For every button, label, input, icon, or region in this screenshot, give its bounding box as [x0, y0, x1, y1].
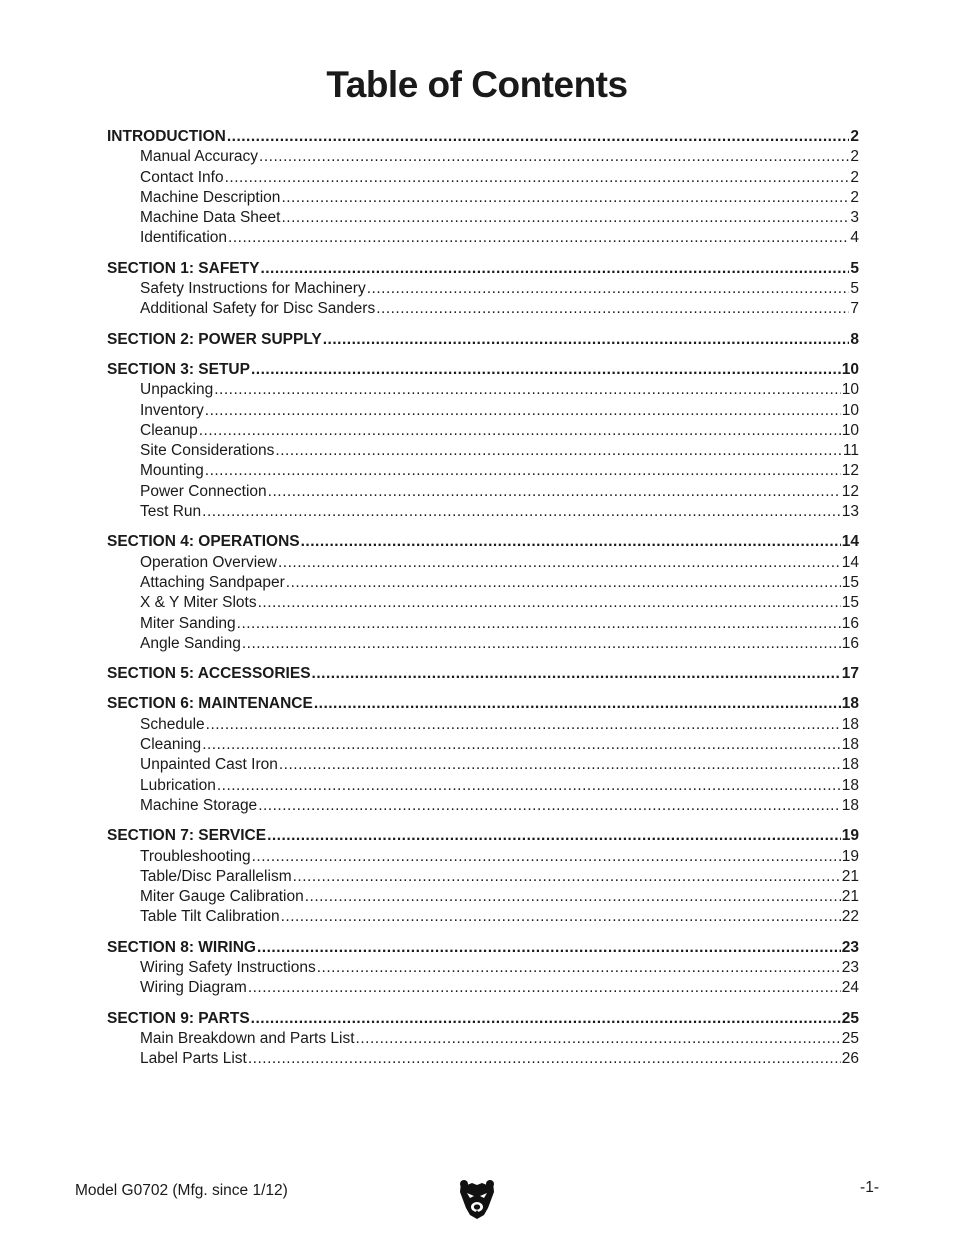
- toc-entry[interactable]: [107, 168, 859, 188]
- toc-entry[interactable]: [107, 421, 859, 441]
- toc-entry-page: 11: [842, 442, 859, 460]
- toc-section-heading[interactable]: [107, 826, 859, 846]
- toc-section: [107, 1009, 859, 1070]
- toc-entry[interactable]: [107, 441, 859, 461]
- toc-entry-page: 16: [841, 614, 859, 632]
- toc-entry[interactable]: [107, 847, 859, 867]
- toc-entry[interactable]: [107, 482, 859, 502]
- toc-entry[interactable]: [107, 1049, 859, 1069]
- toc-entry-label: Operation Overview: [140, 553, 277, 571]
- toc-entry-label: Unpacking: [140, 381, 214, 399]
- toc-entry-label: Lubrication: [140, 776, 216, 794]
- toc-entry[interactable]: [107, 634, 859, 654]
- toc-entry-label: Attaching Sandpaper: [140, 573, 285, 591]
- toc-section-heading-label: SECTION 4: OPERATIONS: [107, 533, 300, 551]
- toc-entry-label: X & Y Miter Slots: [140, 594, 257, 612]
- toc-entry[interactable]: [107, 715, 859, 735]
- toc-entry-page: 21: [841, 867, 859, 885]
- dot-leader: [286, 573, 841, 593]
- toc-entry-page: 15: [841, 573, 859, 591]
- toc-entry-page: 18: [841, 756, 859, 774]
- dot-leader: [217, 776, 841, 796]
- toc-entry[interactable]: [107, 978, 859, 998]
- dot-leader: [248, 1049, 841, 1069]
- dot-leader: [237, 614, 841, 634]
- toc-entry[interactable]: [107, 735, 859, 755]
- toc-entry-page: 12: [841, 462, 859, 480]
- toc-entry[interactable]: [107, 614, 859, 634]
- toc-entry-page: 12: [841, 482, 859, 500]
- toc-entry-label: Schedule: [140, 715, 205, 733]
- toc-entry[interactable]: [107, 887, 859, 907]
- toc-section-heading-page: 2: [850, 128, 859, 145]
- toc-section-heading[interactable]: [107, 330, 859, 350]
- toc-section-heading-page: 19: [841, 827, 859, 845]
- toc-entry-label: Mounting: [140, 462, 204, 480]
- toc-entry[interactable]: [107, 502, 859, 522]
- dot-leader: [252, 847, 841, 867]
- toc-entry-label: Power Connection: [140, 482, 267, 500]
- toc-entry-label: Wiring Safety Instructions: [140, 958, 316, 976]
- dot-leader: [301, 532, 841, 552]
- toc-entry-page: 21: [841, 888, 859, 906]
- toc-entry-label: Site Considerations: [140, 442, 275, 460]
- toc-section-heading-page: 23: [841, 938, 859, 956]
- dot-leader: [323, 330, 850, 350]
- dot-leader: [281, 188, 849, 208]
- toc-entry-label: Machine Description: [140, 188, 281, 206]
- toc-entry-page: 14: [841, 553, 859, 571]
- toc-entry[interactable]: [107, 188, 859, 208]
- toc-entry[interactable]: [107, 553, 859, 573]
- toc-entry-label: Safety Instructions for Machinery: [140, 280, 366, 298]
- toc-entry-page: 23: [841, 958, 859, 976]
- toc-entry-label: Additional Safety for Disc Sanders: [140, 300, 376, 318]
- dot-leader: [376, 299, 849, 319]
- dot-leader: [258, 593, 841, 613]
- toc-entry-label: Machine Storage: [140, 796, 258, 814]
- toc-entry-page: 10: [841, 381, 859, 399]
- toc-entry-page: 22: [841, 908, 859, 926]
- toc-entry-page: 18: [841, 715, 859, 733]
- dot-leader: [225, 168, 850, 188]
- toc-entry-page: 2: [850, 148, 859, 166]
- toc-section-heading[interactable]: [107, 259, 859, 279]
- toc-entry-page: 4: [850, 229, 859, 247]
- toc-entry[interactable]: [107, 299, 859, 319]
- toc-entry-label: Inventory: [140, 401, 204, 419]
- toc-section-heading-label: SECTION 6: MAINTENANCE: [107, 695, 313, 713]
- toc-entry-page: 24: [841, 979, 859, 997]
- toc-entry-page: 16: [841, 634, 859, 652]
- toc-entry[interactable]: [107, 147, 859, 167]
- toc-entry-page: 2: [850, 188, 859, 206]
- toc-section-heading-label: SECTION 2: POWER SUPPLY: [107, 330, 322, 348]
- dot-leader: [356, 1029, 841, 1049]
- dot-leader: [199, 421, 841, 441]
- toc-section-heading[interactable]: [107, 694, 859, 714]
- toc-section-heading-page: 17: [841, 665, 859, 683]
- toc-entry-label: Main Breakdown and Parts List: [140, 1029, 355, 1047]
- toc-entry-page: 18: [841, 736, 859, 754]
- toc-section-heading[interactable]: [107, 1009, 859, 1029]
- toc-entry[interactable]: [107, 228, 859, 248]
- toc-entry-page: 2: [850, 168, 859, 186]
- dot-leader: [214, 380, 841, 400]
- toc-section-heading-label: SECTION 5: ACCESSORIES: [107, 665, 311, 683]
- toc-entry[interactable]: [107, 867, 859, 887]
- dot-leader: [257, 938, 841, 958]
- toc-entry-page: 15: [841, 594, 859, 612]
- toc-section: [107, 360, 859, 522]
- toc-section: [107, 664, 859, 684]
- toc-entry-label: Contact Info: [140, 168, 224, 186]
- toc-entry-label: Wiring Diagram: [140, 979, 247, 997]
- toc-entry-label: Cleanup: [140, 421, 198, 439]
- toc-entry-page: 25: [841, 1029, 859, 1047]
- dot-leader: [317, 958, 841, 978]
- toc-section: [107, 532, 859, 654]
- dot-leader: [242, 634, 841, 654]
- toc-entry-page: 10: [841, 421, 859, 439]
- dot-leader: [258, 796, 841, 816]
- toc-entry-label: Miter Gauge Calibration: [140, 888, 304, 906]
- toc-entry-label: Troubleshooting: [140, 847, 251, 865]
- toc-entry-page: 10: [841, 401, 859, 419]
- table-of-contents: [107, 127, 859, 1079]
- toc-section: [107, 259, 859, 320]
- dot-leader: [260, 259, 849, 279]
- dot-leader: [278, 553, 841, 573]
- dot-leader: [267, 826, 841, 846]
- toc-section-heading-page: 18: [841, 695, 859, 713]
- toc-entry-label: Identification: [140, 229, 228, 247]
- toc-entry-page: 13: [841, 503, 859, 521]
- toc-entry[interactable]: [107, 593, 859, 613]
- toc-entry[interactable]: [107, 958, 859, 978]
- dot-leader: [314, 694, 841, 714]
- toc-entry-label: Unpainted Cast Iron: [140, 756, 278, 774]
- dot-leader: [367, 279, 850, 299]
- dot-leader: [281, 208, 849, 228]
- toc-entry[interactable]: [107, 401, 859, 421]
- toc-entry[interactable]: [107, 776, 859, 796]
- dot-leader: [281, 907, 841, 927]
- toc-entry-page: 18: [841, 796, 859, 814]
- toc-entry[interactable]: [107, 796, 859, 816]
- toc-entry-label: Manual Accuracy: [140, 148, 259, 166]
- dot-leader: [248, 978, 841, 998]
- dot-leader: [227, 127, 850, 147]
- toc-entry[interactable]: [107, 1029, 859, 1049]
- toc-entry-page: 19: [841, 847, 859, 865]
- page-number: -1-: [860, 1179, 879, 1196]
- footer-model: Model G0702 (Mfg. since 1/12): [75, 1182, 288, 1199]
- toc-entry-label: Angle Sanding: [140, 634, 241, 652]
- toc-entry[interactable]: [107, 208, 859, 228]
- dot-leader: [205, 461, 841, 481]
- toc-section-heading[interactable]: [107, 127, 859, 147]
- toc-section: [107, 127, 859, 249]
- toc-entry[interactable]: [107, 461, 859, 481]
- toc-section-heading[interactable]: [107, 532, 859, 552]
- toc-entry-page: 5: [850, 280, 859, 298]
- dot-leader: [275, 441, 841, 461]
- toc-entry-page: 3: [850, 209, 859, 227]
- toc-entry-page: 18: [841, 776, 859, 794]
- toc-section-heading-label: SECTION 9: PARTS: [107, 1009, 250, 1027]
- toc-section-heading[interactable]: [107, 938, 859, 958]
- dot-leader: [293, 867, 841, 887]
- toc-section-heading-page: 14: [841, 533, 859, 551]
- dot-leader: [312, 664, 841, 684]
- toc-entry[interactable]: [107, 755, 859, 775]
- dot-leader: [279, 755, 841, 775]
- toc-section-heading[interactable]: [107, 360, 859, 380]
- dot-leader: [206, 715, 841, 735]
- toc-entry-label: Label Parts List: [140, 1050, 247, 1068]
- dot-leader: [268, 482, 841, 502]
- dot-leader: [305, 887, 841, 907]
- toc-entry-label: Cleaning: [140, 736, 202, 754]
- toc-entry-label: Table/Disc Parallelism: [140, 867, 292, 885]
- bear-head-logo-icon: [458, 1178, 496, 1220]
- dot-leader: [259, 147, 849, 167]
- toc-section-heading-page: 10: [841, 360, 859, 378]
- toc-section-heading-label: SECTION 8: WIRING: [107, 938, 256, 956]
- toc-entry[interactable]: [107, 380, 859, 400]
- toc-section-heading-label: INTRODUCTION: [107, 128, 226, 145]
- toc-entry-label: Table Tilt Calibration: [140, 908, 280, 926]
- toc-section: [107, 694, 859, 816]
- toc-entry-label: Miter Sanding: [140, 614, 236, 632]
- toc-entry[interactable]: [107, 573, 859, 593]
- toc-section-heading-label: SECTION 1: SAFETY: [107, 259, 260, 277]
- toc-section-heading-page: 5: [850, 259, 859, 277]
- toc-section: [107, 938, 859, 999]
- dot-leader: [251, 1009, 841, 1029]
- toc-section: [107, 826, 859, 927]
- page-title: Table of Contents: [326, 64, 628, 105]
- dot-leader: [228, 228, 849, 248]
- toc-entry[interactable]: [107, 279, 859, 299]
- toc-section-heading-page: 25: [841, 1009, 859, 1027]
- dot-leader: [251, 360, 841, 380]
- dot-leader: [205, 401, 841, 421]
- dot-leader: [202, 735, 841, 755]
- toc-entry-page: 26: [841, 1050, 859, 1068]
- toc-section: [107, 330, 859, 350]
- toc-section-heading[interactable]: [107, 664, 859, 684]
- toc-entry-page: 7: [850, 300, 859, 318]
- toc-section-heading-label: SECTION 3: SETUP: [107, 360, 250, 378]
- toc-entry[interactable]: [107, 907, 859, 927]
- toc-section-heading-page: 8: [850, 330, 859, 348]
- toc-entry-label: Test Run: [140, 503, 202, 521]
- toc-entry-label: Machine Data Sheet: [140, 209, 281, 227]
- toc-section-heading-label: SECTION 7: SERVICE: [107, 827, 267, 845]
- dot-leader: [202, 502, 841, 522]
